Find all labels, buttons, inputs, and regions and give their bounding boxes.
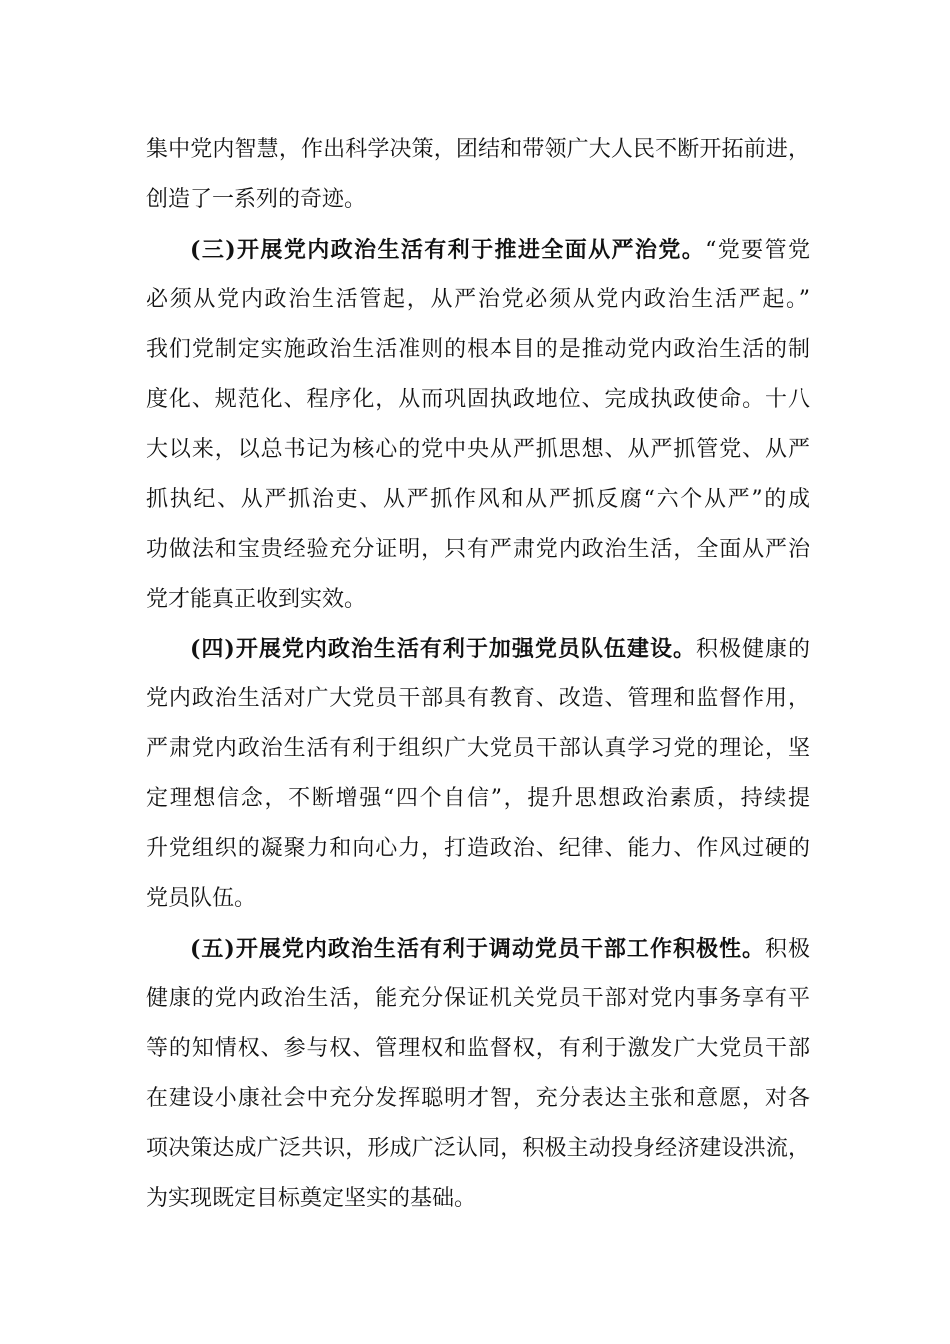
section-3-lead-text: “党要管党 (705, 238, 810, 263)
section-3-first-line (190, 235, 810, 265)
paragraph-line: 党才能真正收到实效。 (146, 587, 367, 612)
paragraph-line: 创造了一系列的奇迹。 (146, 187, 367, 212)
paragraph-line: 升党组织的凝聚力和向心力，打造政治、纪律、能力、作风过硬的 (146, 836, 810, 861)
section-5-heading: (五)开展党内政治生活有利于调动党员干部工作积极性。 (190, 936, 765, 962)
paragraph-line: 定理想信念，不断增强“四个自信”，提升思想政治素质，持续提 (146, 786, 810, 811)
paragraph-line: 我们党制定实施政治生活准则的根本目的是推动党内政治生活的制 (146, 337, 810, 362)
section-4-heading: (四)开展党内政治生活有利于加强党员队伍建设。 (190, 636, 696, 662)
paragraph-line: 抓执纪、从严抓治吏、从严抓作风和从严抓反腐“六个从严”的成 (146, 487, 810, 512)
section-4-lead-text: 积极健康的 (695, 637, 810, 662)
paragraph-line: 集中党内智慧，作出科学决策，团结和带领广大人民不断开拓前进， (146, 137, 810, 162)
paragraph-line: 功做法和宝贵经验充分证明，只有严肃党内政治生活，全面从严治 (146, 537, 810, 562)
paragraph-line: 项决策达成广泛共识，形成广泛认同，积极主动投身经济建设洪流， (146, 1136, 810, 1161)
section-4-first-line (190, 634, 810, 664)
paragraph-line: 严肃党内政治生活有利于组织广大党员干部认真学习党的理论，坚 (146, 736, 810, 761)
paragraph-line: 健康的党内政治生活，能充分保证机关党员干部对党内事务享有平 (146, 986, 810, 1011)
section-5-lead-text: 积极 (764, 937, 810, 962)
section-3-heading: (三)开展党内政治生活有利于推进全面从严治党。 (190, 237, 706, 263)
paragraph-line: 党员队伍。 (146, 886, 257, 911)
paragraph-line: 等的知情权、参与权、管理权和监督权，有利于激发广大党员干部 (146, 1036, 810, 1061)
section-5-first-line (190, 934, 810, 964)
paragraph-line: 度化、规范化、程序化，从而巩固执政地位、完成执政使命。十八 (146, 387, 810, 412)
paragraph-line: 在建设小康社会中充分发挥聪明才智，充分表达主张和意愿，对各 (146, 1086, 810, 1111)
paragraph-line: 为实现既定目标奠定坚实的基础。 (146, 1186, 477, 1211)
paragraph-line: 党内政治生活对广大党员干部具有教育、改造、管理和监督作用， (146, 686, 810, 711)
paragraph-line: 必须从党内政治生活管起，从严治党必须从党内政治生活严起。” (146, 287, 810, 312)
paragraph-line: 大以来，以总书记为核心的党中央从严抓思想、从严抓管党、从严 (146, 437, 810, 462)
